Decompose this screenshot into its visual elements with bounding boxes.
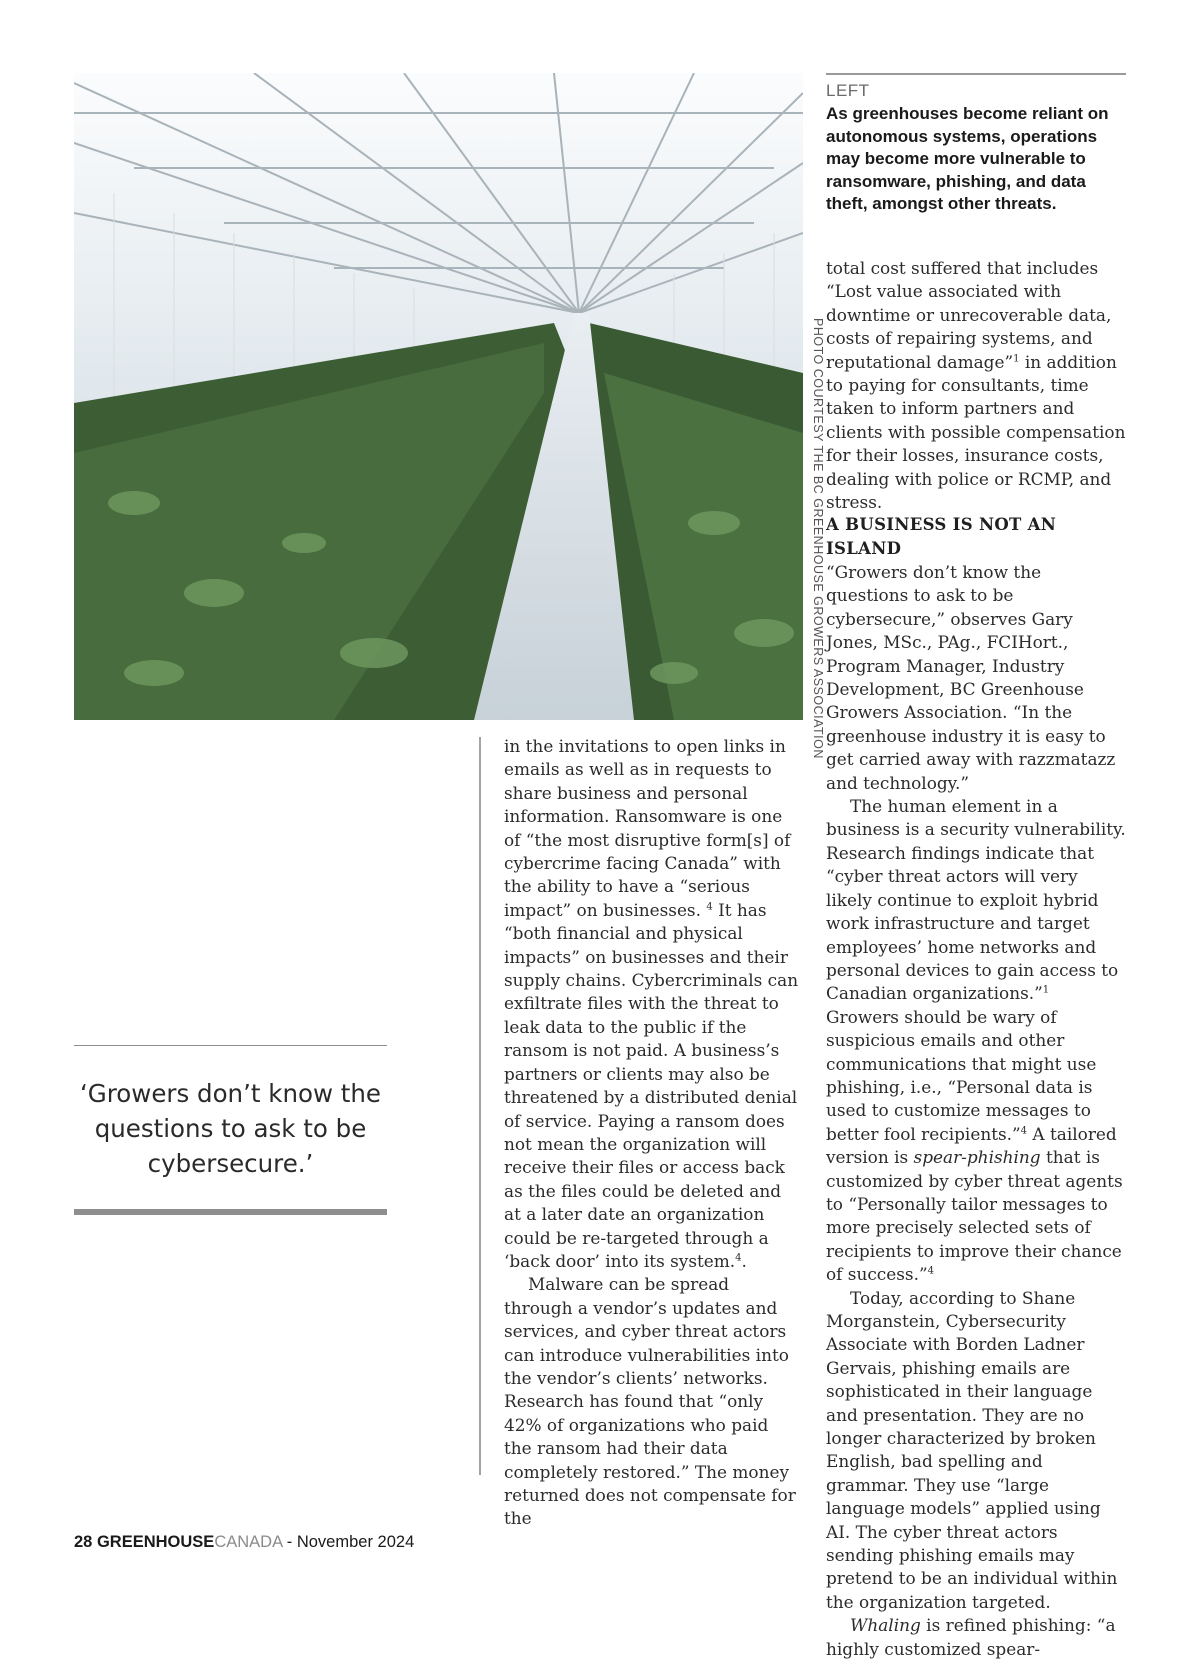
body-paragraph <box>826 795 1126 1287</box>
text-run: that is customized by cyber threat agents to “Personally tailor messages to more precisely selected sets of recipients to improve their chance of success.” <box>826 1147 1123 1285</box>
caption-text: As greenhouses become reliant on autonomous systems, operations may become more vulnerable to ransomware, phishing, and data theft, amongst other threats. <box>826 104 1109 213</box>
text-run: The human element in a business is a security vulnerability. Research findings indicate that “cyber threat actors will very likely continue to exploit hybrid work infrastructure and target employees’ home networks and personal devices to gain access to Canadian organizations.” <box>826 796 1126 1004</box>
text-run: is refined phishing: “a highly customized spear- <box>826 1615 1116 1659</box>
pull-quote-rule-top <box>74 1045 387 1046</box>
text-run: total cost suffered that includes “Lost value associated with downtime or unrecoverable data, costs of repairing systems, and reputational damage” <box>826 258 1112 372</box>
caption-label: LEFT <box>826 81 870 100</box>
photo-credit: PHOTO COURTESY THE BC GREENHOUSE GROWERS ASSOCIATION <box>811 318 825 759</box>
body-paragraph <box>826 1614 1126 1661</box>
body-paragraph <box>504 735 800 1273</box>
magazine-name: GREENHOUSE <box>96 1533 215 1551</box>
text-run: Growers should be wary of suspicious emails and other communications that might use phishing, i.e., “Personal data is used to customize messages to better fool recipients.” <box>826 1006 1097 1144</box>
reference-mark: 1 <box>1042 984 1050 996</box>
page-number: 28 <box>74 1533 93 1551</box>
body-paragraph: Today, according to Shane Morganstein, Cybersecurity Associate with Borden Ladner Gervais, phishing emails are sophisticated in their language and presentation. They are no longer characterized by broken English, bad spelling and grammar. They use “large language models” applied using AI. The cyber threat actors sending phishing emails may pretend to be an individual within the organization targeted. <box>826 1287 1118 1612</box>
text-run: . <box>741 1250 747 1271</box>
body-paragraph: “Growers don’t know the questions to ask to be cybersecure,” observes Gary Jones, MSc., PAg., FCIHort., Program Manager, Industry Development, BC Greenhouse Growers Association. “In the greenhouse industry it is easy to get carried away with razzmatazz and technology.” <box>826 562 1116 793</box>
body-paragraph <box>826 257 1126 514</box>
emphasis: spear-phishing <box>913 1147 1041 1168</box>
middle-column <box>504 735 800 1531</box>
magazine-name-light: CANADA <box>214 1533 283 1551</box>
caption-rule <box>826 73 1126 75</box>
text-run: in the invitations to open links in emails as well as in requests to share business and personal information. Ransomware is one of “the most disruptive form[s] of cybercrime facing Canada” with the ability to have a “serious impact” on businesses. <box>504 736 791 920</box>
text-run: It has “both financial and physical impacts” on businesses and their supply chains. Cybercriminals can exfiltrate files with the threat to leak data to the public if the ransom is not paid. A business’s partners or clients may also be threatened by a distributed denial of service. Paying a ransom does not mean the organization will receive their files or access back as the files could be deleted and at a later date an organization could be re-targeted through a ‘back door’ into its system. <box>504 899 799 1271</box>
body-paragraph: Malware can be spread through a vendor’s updates and services, and cyber threat actors can introduce vulnerabilities into the vendor’s clients’ networks. Research has found that “only 42% of organizations who paid the ransom had their data completely restored.” The money returned does not compensate for the <box>504 1274 796 1529</box>
reference-mark: 4 <box>735 1252 742 1264</box>
page-footer <box>74 1533 414 1552</box>
greenhouse-photo <box>74 73 803 720</box>
issue-date: - November 2024 <box>286 1533 415 1551</box>
section-heading: A BUSINESS IS NOT AN ISLAND <box>826 515 1057 558</box>
text-run: A tailored version is <box>826 1123 1117 1168</box>
reference-mark: 4 <box>1020 1125 1028 1137</box>
greenhouse-illustration <box>74 73 803 720</box>
pull-quote-rule-bottom <box>74 1209 387 1215</box>
column-divider <box>479 737 481 1475</box>
reference-mark: 4 <box>706 901 713 913</box>
right-column-bottom <box>826 513 1126 1661</box>
reference-mark: 4 <box>927 1265 934 1277</box>
reference-mark: 1 <box>1013 353 1020 364</box>
emphasis: Whaling <box>850 1615 921 1636</box>
right-column-top <box>826 257 1126 514</box>
pull-quote: ‘Growers don’t know the questions to ask to be cybersecure.’ <box>79 1079 382 1178</box>
text-run: in addition to paying for consultants, time taken to inform partners and clients with possible compensation for their losses, insurance costs, dealing with police or RCMP, and stress. <box>826 351 1126 513</box>
